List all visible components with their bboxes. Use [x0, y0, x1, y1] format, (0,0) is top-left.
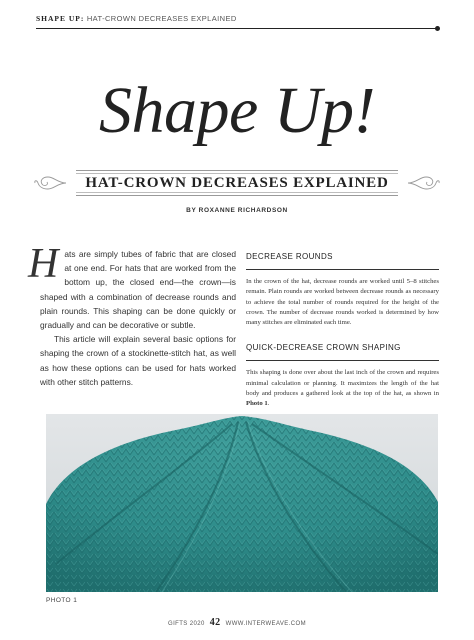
intro-paragraph-1	[28, 241, 236, 332]
sections-column	[246, 252, 439, 410]
header-rule	[36, 28, 438, 29]
intro-paragraph-1-text: ats are simply tubes of fabric that are closed at one end. For hats that are worked from the bottom up, the closed end—the crown—is shaped with a combination of decrease rounds and plain rounds. This shaping can be done quickly or gradually and can be decorative or subtle.	[40, 249, 236, 331]
section-rule	[246, 269, 439, 270]
photo-caption: PHOTO 1	[46, 597, 78, 604]
article-title: Shape Up!	[99, 74, 375, 147]
byline: BY ROXANNE RICHARDSON	[186, 207, 288, 214]
knitted-hat-image	[46, 414, 438, 592]
drop-cap: H	[28, 241, 59, 287]
page-number: 42	[209, 617, 221, 628]
running-header	[36, 14, 438, 28]
section-heading-quick-decrease: QUICK-DECREASE CROWN SHAPING	[246, 343, 401, 353]
running-header-series: SHAPE UP:	[36, 14, 85, 23]
flourish-right-icon	[406, 172, 440, 194]
section-rule	[246, 360, 439, 361]
section-body-quick-decrease: This shaping is done over about the last inch of the crown and requires minimal calculation or planning. It maximizes the length of the hat body and produces a gathered look at the top of the hat, as shown in Photo 1.	[246, 369, 439, 408]
section-heading-decrease-rounds: DECREASE ROUNDS	[246, 252, 333, 261]
footer-issue: GIFTS 2020	[168, 621, 205, 627]
page-footer	[0, 617, 474, 628]
running-header-subtitle: HAT-CROWN DECREASES EXPLAINED	[86, 14, 237, 23]
flourish-left-icon	[34, 172, 68, 194]
footer-site: WWW.INTERWEAVE.COM	[225, 621, 306, 627]
subtitle-frame	[76, 170, 398, 196]
article-subtitle: HAT-CROWN DECREASES EXPLAINED	[85, 175, 389, 191]
photo-reference: Photo 1	[246, 400, 268, 408]
intro-paragraph-2: This article will explain several basic options for shaping the crown of a stockinette-stitch hat, as well as how these options can be used for hats worked with other stitch patterns.	[40, 334, 236, 387]
photo-knitted-hat-crown	[46, 414, 438, 592]
section-body-decrease-rounds: In the crown of the hat, decrease rounds are worked until 5–8 stitches remain. Plain rounds are worked between decrease rounds as necessary to achieve the total number of rounds required for the height of the crown. The number of decrease rounds worked is determined by how many stitches are eliminated each time.	[246, 278, 439, 327]
subtitle-band	[34, 166, 440, 200]
intro-column	[28, 241, 236, 389]
